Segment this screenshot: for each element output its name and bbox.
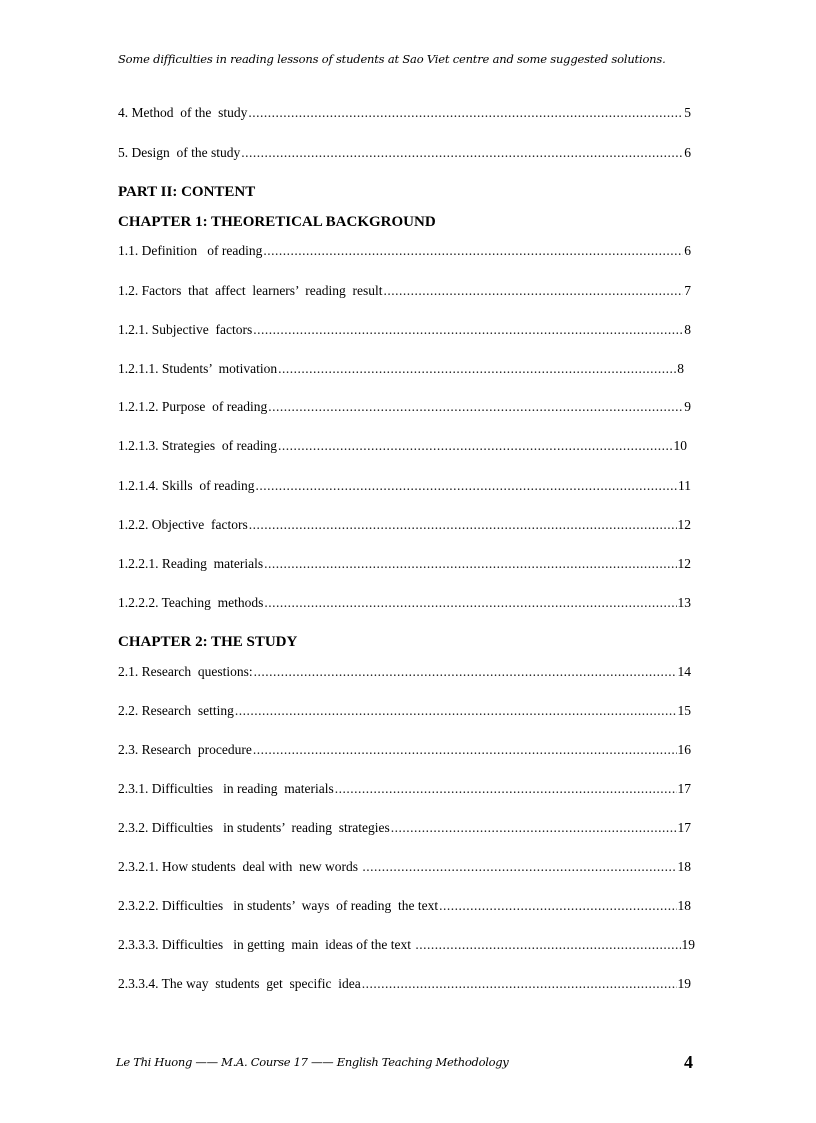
toc-dot-leader: [264, 554, 676, 574]
toc-entry-page: 7: [684, 283, 691, 298]
toc-entry[interactable]: [118, 436, 687, 456]
toc-entry[interactable]: [118, 359, 684, 379]
toc-entry-label: 2.3.2. Difficulties in students’ reading strategies: [118, 820, 390, 835]
toc-dot-leader: [268, 397, 683, 417]
toc-entry[interactable]: [118, 857, 691, 877]
toc-dot-leader: [254, 662, 677, 682]
toc-entry[interactable]: [118, 779, 691, 799]
toc-entry[interactable]: [118, 935, 695, 955]
toc-dot-leader: [263, 241, 683, 261]
toc-dot-leader: [264, 593, 676, 613]
toc-dot-leader: [391, 818, 677, 838]
toc-dot-leader: [256, 476, 678, 496]
toc-entry-page: 8: [677, 361, 684, 376]
toc-entry-page: 17: [677, 820, 691, 835]
toc-entry-label: 2.3.2.1. How students deal with new words: [118, 859, 362, 874]
toc-entry-page: 19: [681, 937, 695, 952]
toc-dot-leader: [415, 935, 680, 955]
toc-dot-leader: [384, 281, 684, 301]
toc-entry[interactable]: [118, 281, 691, 301]
toc-entry-page: 15: [677, 703, 691, 718]
toc-entry-page: 6: [684, 145, 691, 160]
toc-dot-leader: [241, 143, 683, 163]
toc-entry[interactable]: [118, 143, 691, 163]
toc-entry-label: 1.2. Factors that affect learners’ reading result: [118, 283, 383, 298]
part-heading: PART II: CONTENT: [118, 184, 256, 200]
toc-entry[interactable]: [118, 554, 691, 574]
toc-entry-page: 10: [673, 438, 687, 453]
toc-entry-page: 5: [684, 105, 691, 120]
toc-entry[interactable]: [118, 241, 691, 261]
running-footer-author: Le Thi Huong —— M.A. Course 17 —— English Teaching Methodology: [116, 1055, 509, 1069]
chapter-heading: CHAPTER 2: THE STUDY: [118, 634, 298, 650]
toc-entry-page: 12: [677, 517, 691, 532]
toc-dot-leader: [249, 515, 677, 535]
toc-entry-page: 18: [677, 859, 691, 874]
toc-entry[interactable]: [118, 476, 691, 496]
toc-entry-page: 17: [677, 781, 691, 796]
toc-entry-page: 12: [677, 556, 691, 571]
toc-entry-page: 9: [684, 399, 691, 414]
toc-entry[interactable]: [118, 818, 691, 838]
toc-dot-leader: [439, 896, 676, 916]
toc-entry[interactable]: [118, 740, 691, 760]
toc-entry-page: 14: [677, 664, 691, 679]
chapter-heading: CHAPTER 1: THEORETICAL BACKGROUND: [118, 214, 436, 230]
toc-entry-label: 1.2.1.4. Skills of reading: [118, 478, 255, 493]
toc-entry-page: 11: [678, 478, 691, 493]
toc-entry-label: 2.3.3.3. Difficulties in getting main ideas of the text: [118, 937, 415, 952]
toc-entry-page: 8: [684, 322, 691, 337]
toc-dot-leader: [235, 701, 677, 721]
toc-entry-label: 1.2.1.1. Students’ motivation: [118, 361, 278, 376]
toc-entry-label: 2.3.1. Difficulties in reading materials: [118, 781, 334, 796]
toc-entry[interactable]: [118, 397, 691, 417]
toc-entry-label: 2.2. Research setting: [118, 703, 234, 718]
toc-entry-page: 18: [677, 898, 691, 913]
page-number: 4: [684, 1052, 693, 1072]
toc-entry-label: 2.3.2.2. Difficulties in students’ ways of reading the text: [118, 898, 439, 913]
toc-entry-label: 1.2.1. Subjective factors: [118, 322, 253, 337]
toc-entry-label: 1.2.1.3. Strategies of reading: [118, 438, 277, 453]
toc-entry[interactable]: [118, 103, 691, 123]
toc-entry-page: 19: [677, 976, 691, 991]
toc-dot-leader: [253, 740, 677, 760]
toc-entry-label: 2.3.3.4. The way students get specific idea: [118, 976, 361, 991]
toc-entry[interactable]: [118, 974, 691, 994]
toc-entry[interactable]: [118, 593, 691, 613]
toc-entry[interactable]: [118, 701, 691, 721]
toc-entry[interactable]: [118, 320, 691, 340]
toc-entry-label: 1.2.2.2. Teaching methods: [118, 595, 264, 610]
toc-entry-label: 4. Method of the study: [118, 105, 248, 120]
toc-dot-leader: [278, 359, 676, 379]
toc-dot-leader: [335, 779, 677, 799]
toc-entry-label: 2.1. Research questions:: [118, 664, 253, 679]
toc-entry-page: 16: [677, 742, 691, 757]
toc-dot-leader: [253, 320, 683, 340]
toc-entry-label: 1.2.1.2. Purpose of reading: [118, 399, 268, 414]
toc-entry-page: 13: [677, 595, 691, 610]
toc-dot-leader: [278, 436, 673, 456]
toc-dot-leader: [362, 974, 677, 994]
toc-entry-label: 1.1. Definition of reading: [118, 243, 263, 258]
toc-entry[interactable]: [118, 662, 691, 682]
toc-dot-leader: [362, 857, 676, 877]
toc-dot-leader: [248, 103, 683, 123]
running-header: Some difficulties in reading lessons of students at Sao Viet centre and some suggested solutions.: [118, 52, 666, 66]
toc-entry-label: 2.3. Research procedure: [118, 742, 252, 757]
toc-entry[interactable]: [118, 896, 691, 916]
toc-entry-label: 5. Design of the study: [118, 145, 241, 160]
toc-entry-label: 1.2.2. Objective factors: [118, 517, 248, 532]
toc-entry[interactable]: [118, 515, 691, 535]
toc-entry-label: 1.2.2.1. Reading materials: [118, 556, 264, 571]
toc-entry-page: 6: [684, 243, 691, 258]
